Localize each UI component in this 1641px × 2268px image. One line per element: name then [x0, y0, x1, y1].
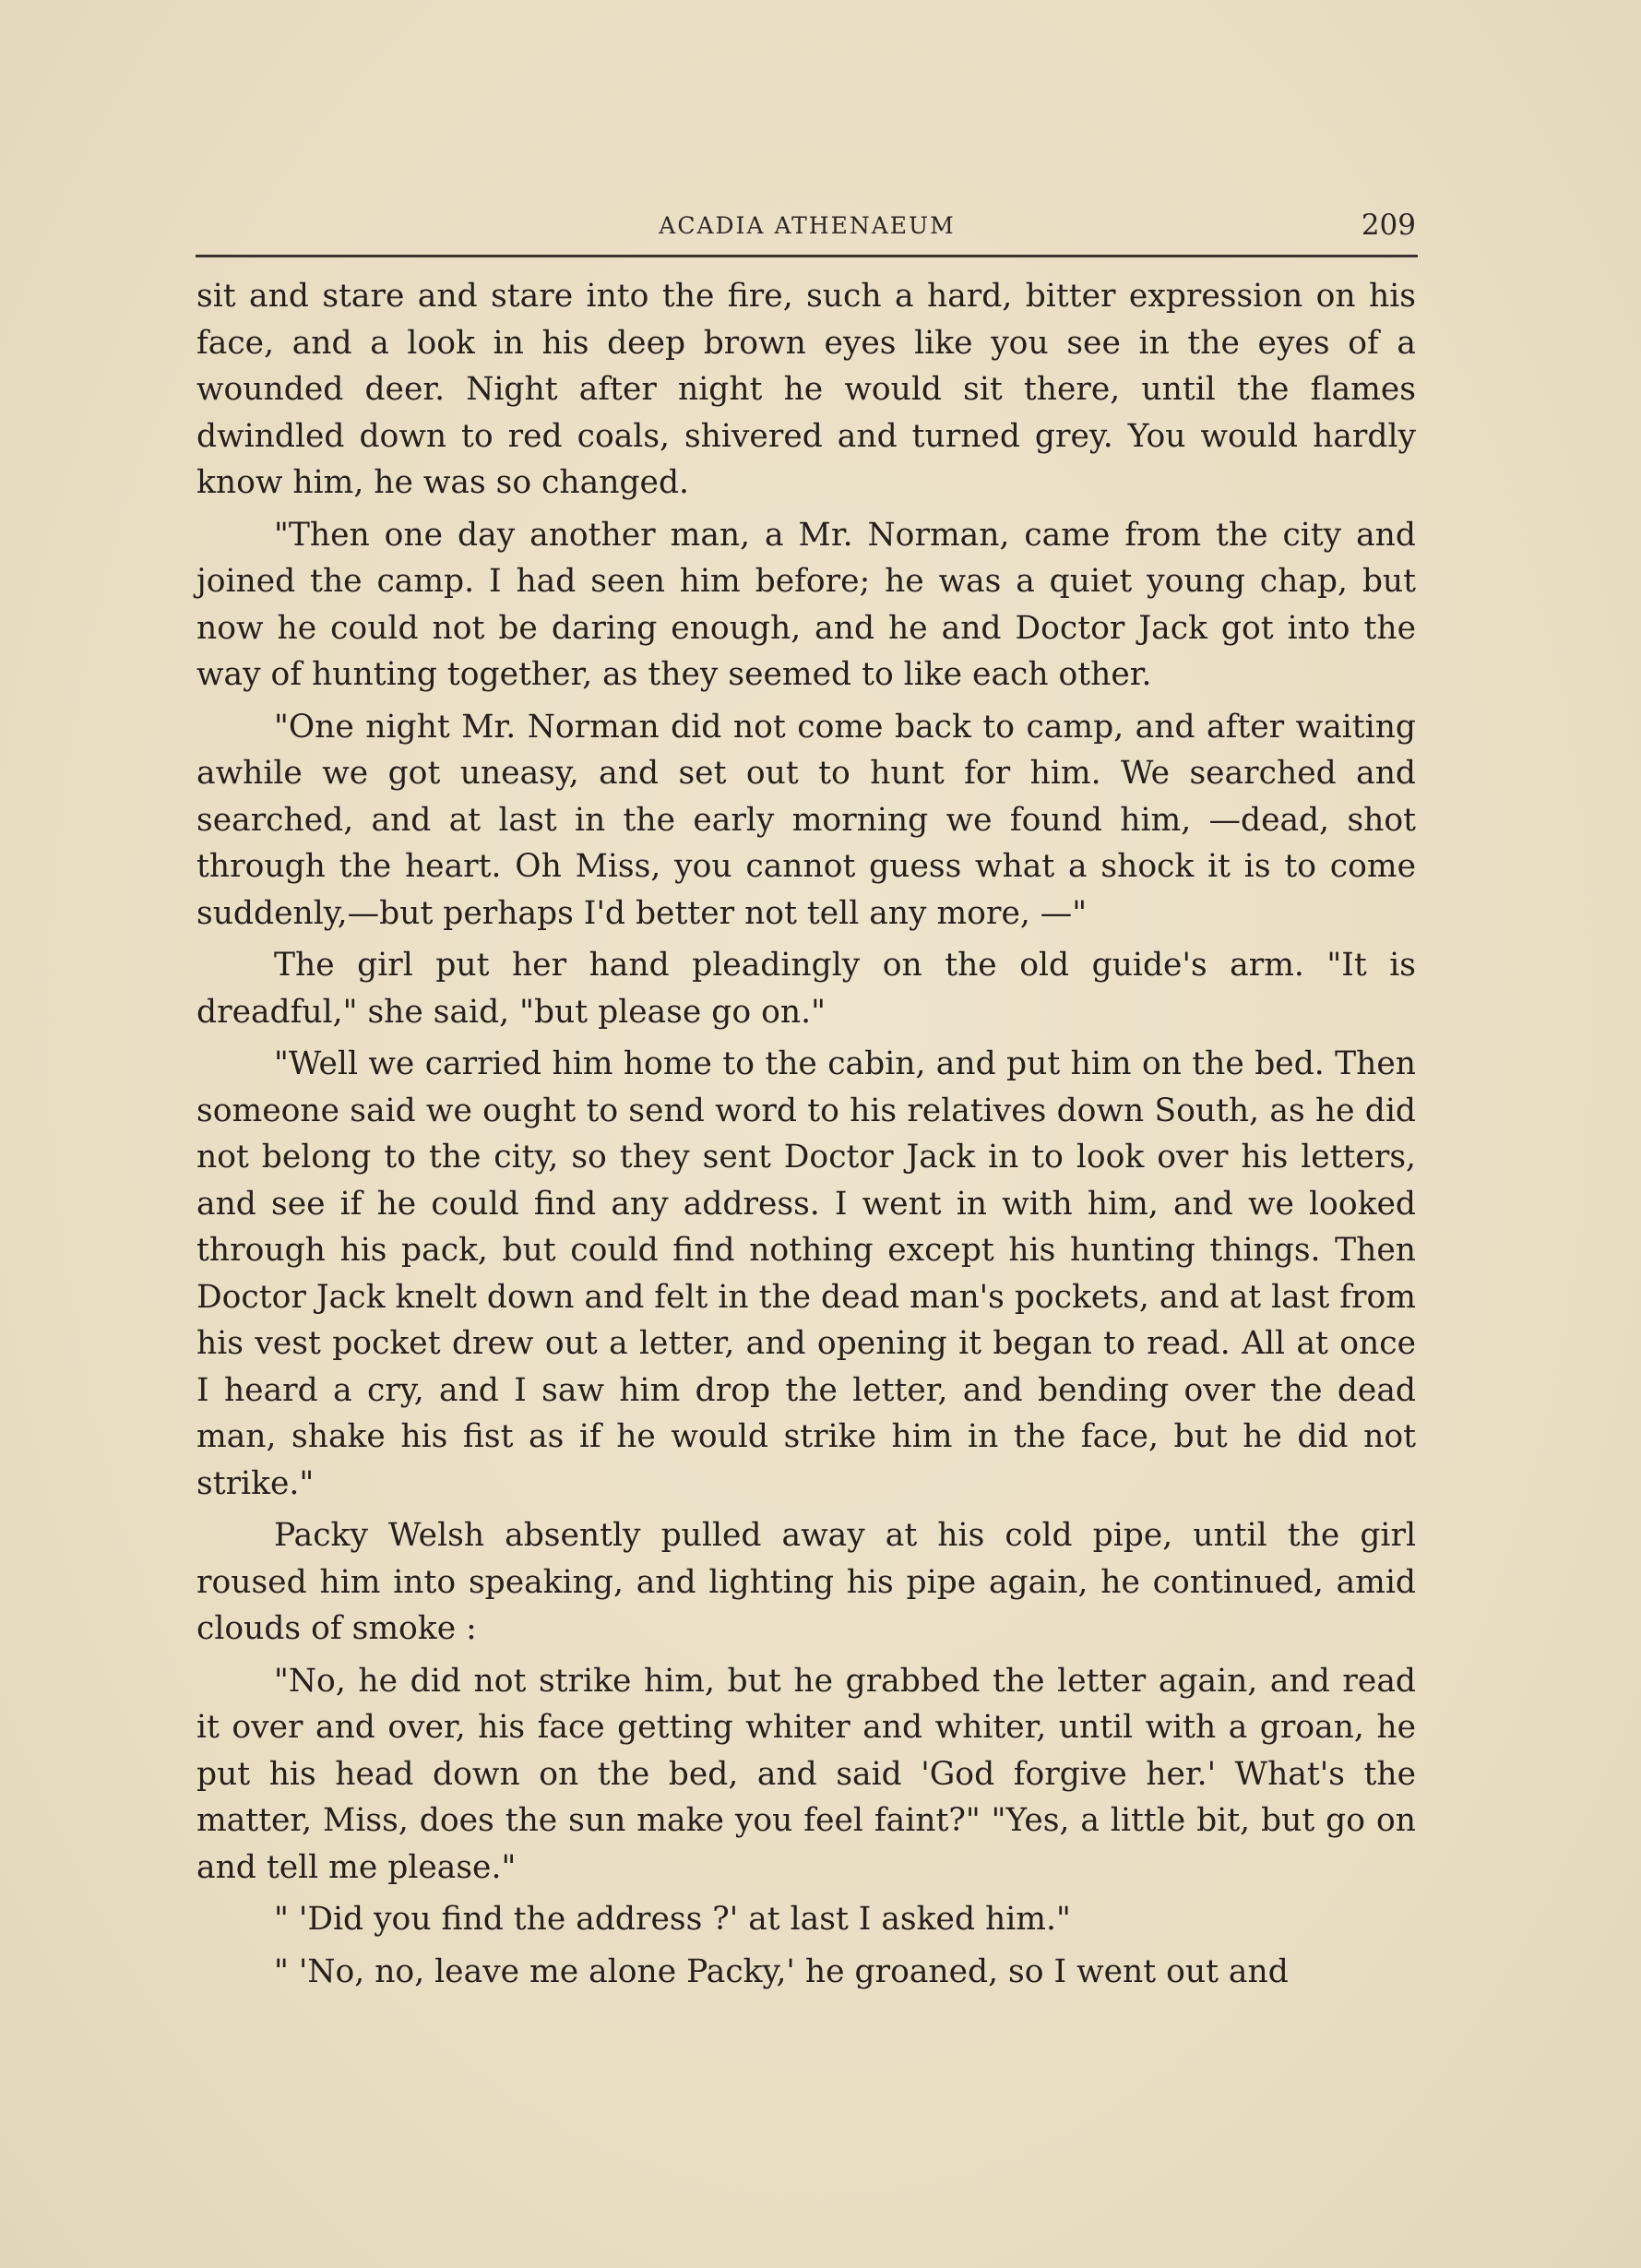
- paragraph: "Then one day another man, a Mr. Norman, came from the city and joined the camp. I had seen him before; he was a quiet young chap, but now he could not be daring enough, and he and Doctor Jack got into the way of hunting together, as they seemed to like each other.: [196, 516, 1416, 693]
- body-text: [196, 273, 1416, 2000]
- paragraph: Packy Welsh absently pulled away at his cold pipe, until the girl roused him into speaking, and lighting his pipe again, he continued, amid clouds of smoke :: [196, 1517, 1416, 1647]
- page-number: 209: [1361, 209, 1416, 242]
- paragraph: sit and stare and stare into the fire, such a hard, bitter expression on his face, and a look in his deep brown eyes like you see in the eyes of a wounded deer. Night after night he would sit there, until the flames dwindled down to red coals, shivered and turned grey. You would hardly know him, he was so changed.: [196, 278, 1416, 501]
- paragraph: The girl put her hand pleadingly on the old guide's arm. "It is dreadful," she said, "but please go on.": [196, 947, 1416, 1031]
- page-header: [198, 205, 1416, 242]
- paragraph: " 'Did you find the address ?' at last I asked him.": [274, 1901, 1071, 1938]
- running-head: ACADIA ATHENAEUM: [659, 212, 956, 239]
- paragraph: "No, he did not strike him, but he grabbed the letter again, and read it over and over, his face getting whiter and whiter, until with a groan, he put his head down on the bed, and said 'God forgive her.' What's the matter, Miss, does the sun make you feel faint?" "Yes, a little bit, but go on and tell me please.": [196, 1662, 1416, 1886]
- paragraph: "Well we carried him home to the cabin, and put him on the bed. Then someone said we ought to send word to his relatives down South, as he did not belong to the city, so they sent Doctor Jack in to look over his letters, and see if he could find any address. I went in with him, and we looked through his pack, but could find nothing except his hunting things. Then Doctor Jack knelt down and felt in the dead man's pockets, and at last from his vest pocket drew out a letter, and opening it began to read. All at once I heard a cry, and I saw him drop the letter, and bending over the dead man, shake his fist as if he would strike him in the face, but he did not strike.": [196, 1045, 1416, 1502]
- paragraph: " 'No, no, leave me alone Packy,' he groaned, so I went out and: [274, 1952, 1289, 1990]
- paragraph: "One night Mr. Norman did not come back to camp, and after waiting awhile we got uneasy, and set out to hunt for him. We searched and searched, and at last in the early morning we found him, —dead, shot through the heart. Oh Miss, you cannot guess what a shock it is to come suddenly,—but perhaps I'd better not tell any more, —": [196, 708, 1416, 932]
- header-rule: [196, 255, 1418, 257]
